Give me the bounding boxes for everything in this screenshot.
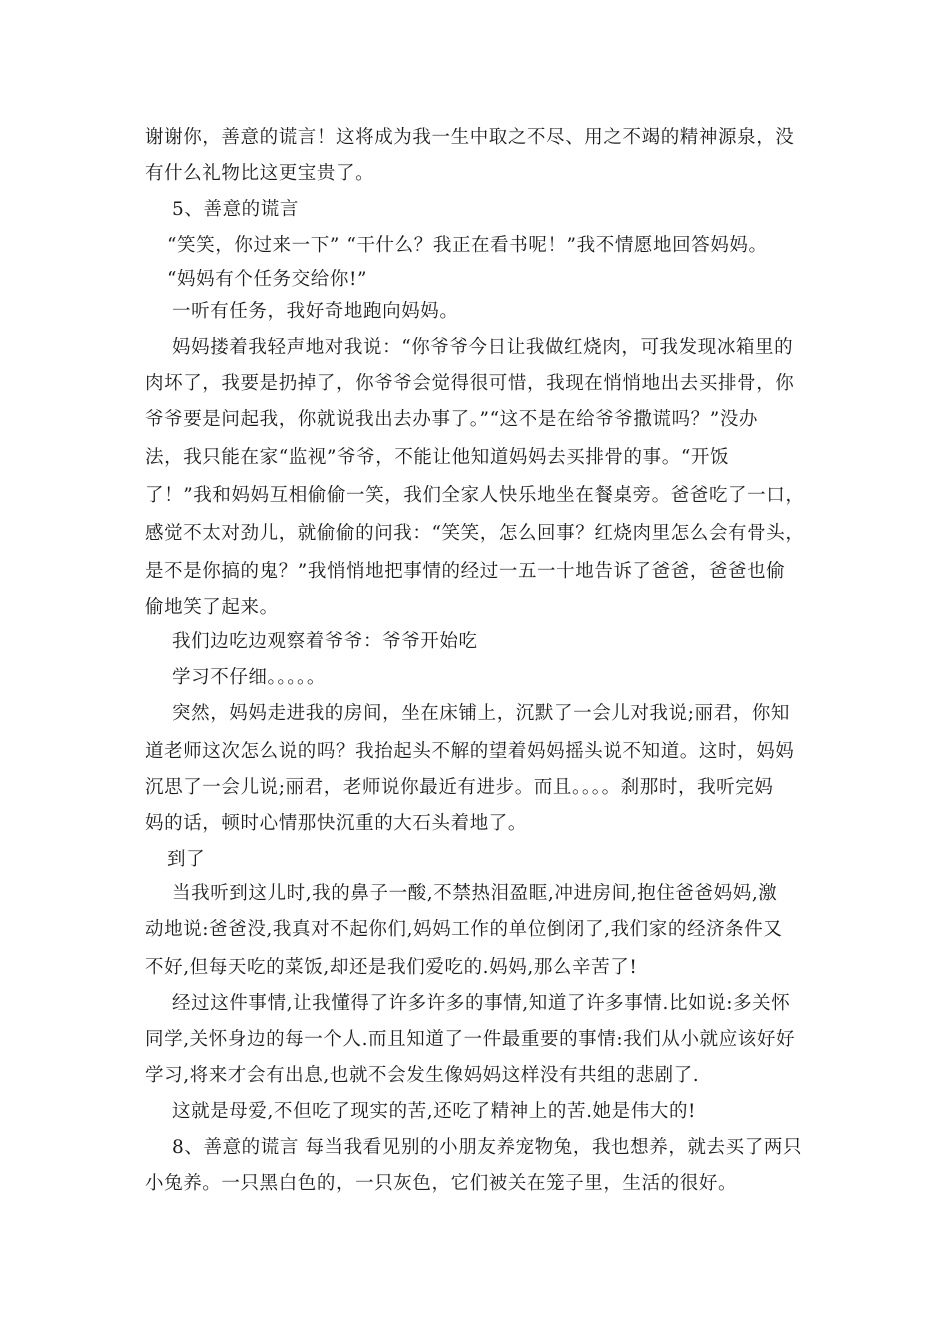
text-line: 道老师这次怎么说的吗？我抬起头不解的望着妈妈摇头说不知道。这时，妈妈 — [145, 741, 795, 762]
text-line: 有什么礼物比这更宝贵了。 — [145, 163, 375, 184]
text-line: 同学,关怀身边的每一个人.而且知道了一件最重要的事情:我们从小就应该好好 — [145, 1029, 796, 1050]
text-line: 沉思了一会儿说;丽君，老师说你最近有进步。而且。。。。刹那时，我听完妈 — [145, 777, 774, 798]
text-line: 一听有任务，我好奇地跑向妈妈。 — [172, 301, 459, 322]
section-heading: 5、善意的谎言 — [172, 199, 299, 220]
text-line: 谢谢你，善意的谎言！这将成为我一生中取之不尽、用之不竭的精神源泉，没 — [145, 127, 795, 148]
text-line: 学习不仔细。。。。。 — [172, 667, 327, 688]
text-line: 了！”我和妈妈互相偷偷一笑，我们全家人快乐地坐在餐桌旁。爸爸吃了一口， — [145, 485, 805, 506]
text-line: 法，我只能在家“监视”爷爷，不能让他知道妈妈去买排骨的事。“开饭 — [145, 447, 730, 468]
text-line: “笑笑，你过来一下” “干什么？我正在看书呢！”我不情愿地回答妈妈。 — [167, 235, 768, 256]
text-line: 小兔养。一只黑白色的，一只灰色，它们被关在笼子里，生活的很好。 — [145, 1173, 738, 1194]
text-line: 学习,将来才会有出息,也就不会发生像妈妈这样没有共组的悲剧了. — [145, 1065, 700, 1086]
text-line: 是不是你搞的鬼？”我悄悄地把事情的经过一五一十地告诉了爸爸，爸爸也偷 — [145, 561, 786, 582]
text-line: 当我听到这儿时,我的鼻子一酸,不禁热泪盈眶,冲进房间,抱住爸爸妈妈,激 — [172, 883, 778, 904]
text-line: 经过这件事情,让我懂得了许多许多的事情,知道了许多事情.比如说:多关怀 — [172, 993, 791, 1014]
text-line: 我们边吃边观察着爷爷：爷爷开始吃 — [172, 631, 478, 652]
text-line: 爷爷要是问起我，你就说我出去办事了。”“这不是在给爷爷撒谎吗？”没办 — [145, 409, 759, 430]
text-line: 突然，妈妈走进我的房间，坐在床铺上，沉默了一会儿对我说;丽君，你知 — [172, 703, 791, 724]
text-line: 妈的话，顿时心情那快沉重的大石头着地了。 — [145, 813, 528, 834]
text-line: 到了 — [167, 849, 206, 870]
text-line: 8、善意的谎言 每当我看见别的小朋友养宠物兔，我也想养，就去买了两只 — [172, 1137, 803, 1158]
text-line: 肉坏了，我要是扔掉了，你爷爷会觉得很可惜，我现在悄悄地出去买排骨，你 — [145, 373, 795, 394]
text-line: 偷地笑了起来。 — [145, 597, 279, 618]
text-line: 动地说:爸爸没,我真对不起你们,妈妈工作的单位倒闭了,我们家的经济条件又 — [145, 919, 783, 940]
text-line: 不好,但每天吃的菜饭,却还是我们爱吃的.妈妈,那么辛苦了! — [145, 957, 638, 978]
text-line: 妈妈搂着我轻声地对我说：“你爷爷今日让我做红烧肉，可我发现冰箱里的 — [172, 337, 794, 358]
text-line: 这就是母爱,不但吃了现实的苦,还吃了精神上的苦.她是伟大的! — [172, 1101, 697, 1122]
text-line: “妈妈有个任务交给你!” — [167, 269, 368, 290]
text-line: 感觉不太对劲儿，就偷偷的问我：“笑笑，怎么回事？红烧肉里怎么会有骨头， — [145, 523, 805, 544]
